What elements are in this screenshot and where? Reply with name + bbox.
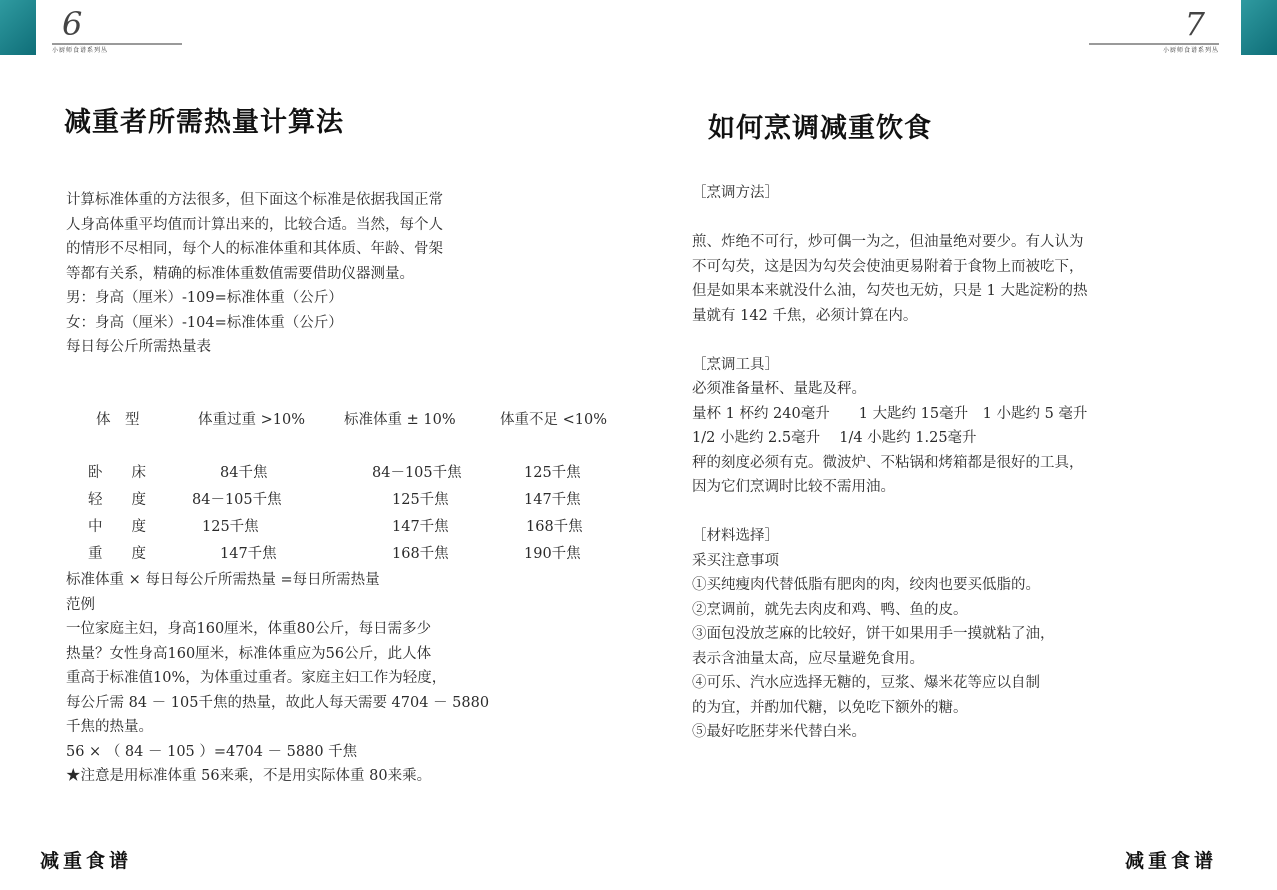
blank-line — [692, 328, 1232, 353]
list-item: ④可乐、汽水应选择无糖的，豆浆、爆米花等应以自制 — [692, 675, 1040, 691]
example-heading: 范例 — [66, 596, 95, 613]
table-header-cell: 体 型 — [96, 412, 140, 428]
table-cell: 147千焦 — [524, 492, 581, 508]
left-page-header — [52, 6, 182, 56]
list-item: ⑤最好吃胚芽米代替白米。 — [692, 724, 866, 740]
text-line: 人身高体重平均值而计算出来的，比较合适。当然，每个人 — [66, 216, 443, 233]
text-line: 每公斤需 84 － 105千焦的热量，故此人每天需要 4704 － 5880 — [66, 694, 490, 711]
table-cell: 84－105千焦 — [192, 492, 282, 508]
measurement-line: 1/2 小匙约 2.5毫升 1/4 小匙约 1.25毫升 — [692, 430, 977, 446]
right-series-line: 小厨师食谱系列丛 — [1162, 47, 1219, 54]
calculation-line: 56 × （ 84 － 105 ）=4704 － 5880 千焦 — [66, 743, 358, 760]
measurement-line: 量杯 1 杯约 240毫升 1 大匙约 15毫升 1 小匙约 5 毫升 — [692, 405, 1088, 422]
table-cell: 125千焦 — [524, 465, 581, 481]
right-page-text — [692, 181, 1232, 745]
right-page-title: 如何烹调减重饮食 — [708, 113, 932, 144]
right-page-number: 7 — [1184, 5, 1205, 43]
table-cell: 中 度 — [88, 519, 146, 535]
text-line: 一位家庭主妇，身高160厘米，体重80公斤，每日需多少 — [66, 621, 432, 637]
table-cell: 147千焦 — [392, 519, 449, 535]
text-line: 煎、炸绝不可行，炒可偶一为之，但油量绝对要少。有人认为 — [692, 234, 1084, 250]
right-page-header — [1089, 6, 1219, 56]
note-line: ★注意是用标准体重 56来乘，不是用实际体重 80来乘。 — [66, 768, 432, 784]
text-line: 重高于标准值10%，为体重过重者。家庭主妇工作为轻度， — [66, 670, 447, 686]
list-item-continued: 表示含油量太高，应尽量避免食用。 — [692, 650, 924, 667]
table-cell: 重 度 — [88, 546, 146, 562]
table-cell: 卧 床 — [88, 465, 146, 481]
text-line: 必须准备量杯、量匙及秤。 — [692, 381, 866, 397]
list-item-continued: 的为宜，并酌加代糖，以免吃下额外的糖。 — [692, 699, 968, 716]
formula-female: 女：身高（厘米）-104=标准体重（公斤） — [66, 314, 343, 331]
header-rule — [52, 43, 182, 45]
table-caption: 每日每公斤所需热量表 — [66, 339, 211, 355]
table-cell: 125千焦 — [392, 492, 449, 508]
list-item: ②烹调前，就先去肉皮和鸡、鸭、鱼的皮。 — [692, 601, 968, 618]
section-heading-cooking-method: ［烹调方法］ — [692, 185, 779, 201]
left-intro-text — [66, 188, 586, 360]
table-cell: 168千焦 — [392, 546, 449, 562]
formula-daily: 标准体重 × 每日每公斤所需热量 =每日所需热量 — [66, 572, 380, 588]
right-footer-book-title: 减重食谱 — [1124, 850, 1217, 872]
text-line: 采买注意事项 — [692, 552, 779, 569]
corner-decoration-left — [0, 0, 36, 55]
table-header-cell: 标准体重 ± 10% — [344, 412, 456, 428]
table-cell: 轻 度 — [88, 492, 146, 508]
table-cell: 125千焦 — [202, 519, 259, 535]
text-line: 的情形不尽相同，每个人的标准体重和其体质、年龄、骨架 — [66, 241, 443, 257]
corner-decoration-right — [1241, 0, 1277, 55]
blank-line — [692, 500, 1232, 525]
left-page-number: 6 — [62, 5, 83, 43]
text-line: 热量？女性身高160厘米，标准体重应为56公斤，此人体 — [66, 645, 432, 662]
left-page-title: 减重者所需热量计算法 — [64, 107, 344, 138]
left-example-text — [66, 568, 586, 789]
formula-male: 男：身高（厘米）-109=标准体重（公斤） — [66, 290, 343, 306]
section-heading-cooking-tools: ［烹调工具］ — [692, 356, 779, 373]
list-item: ③面包没放芝麻的比较好，饼干如果用手一摸就粘了油， — [692, 626, 1055, 642]
table-cell: 84千焦 — [220, 465, 268, 481]
section-heading-ingredients: ［材料选择］ — [692, 528, 779, 544]
table-cell: 147千焦 — [220, 546, 277, 562]
left-series-line: 小厨师食谱系列丛 — [52, 47, 109, 54]
left-footer-book-title: 减重食谱 — [40, 850, 133, 872]
list-item: ①买纯瘦肉代替低脂有肥肉的肉，绞肉也要买低脂的。 — [692, 577, 1040, 593]
table-cell: 190千焦 — [524, 546, 581, 562]
text-line: 不可勾芡，这是因为勾芡会使油更易附着于食物上而被吃下， — [692, 258, 1084, 275]
text-line: 秤的刻度必须有克。微波炉、不粘锅和烤箱都是很好的工具， — [692, 454, 1084, 471]
table-cell: 84－105千焦 — [372, 465, 462, 481]
text-line: 千焦的热量。 — [66, 719, 153, 735]
header-rule — [1089, 43, 1219, 45]
text-line: 因为它们烹调时比较不需用油。 — [692, 479, 895, 495]
text-line: 计算标准体重的方法很多，但下面这个标准是依据我国正常 — [66, 192, 443, 208]
table-header-cell: 体重不足 <10% — [500, 412, 607, 428]
text-line: 但是如果本来就没什么油，勾芡也无妨，只是 1 大匙淀粉的热 — [692, 283, 1088, 299]
blank-line — [692, 206, 1232, 231]
table-header-cell: 体重过重 >10% — [198, 412, 305, 428]
text-line: 量就有 142 千焦，必须计算在内。 — [692, 307, 918, 324]
table-cell: 168千焦 — [526, 519, 583, 535]
text-line: 等都有关系，精确的标准体重数值需要借助仪器测量。 — [66, 265, 414, 282]
